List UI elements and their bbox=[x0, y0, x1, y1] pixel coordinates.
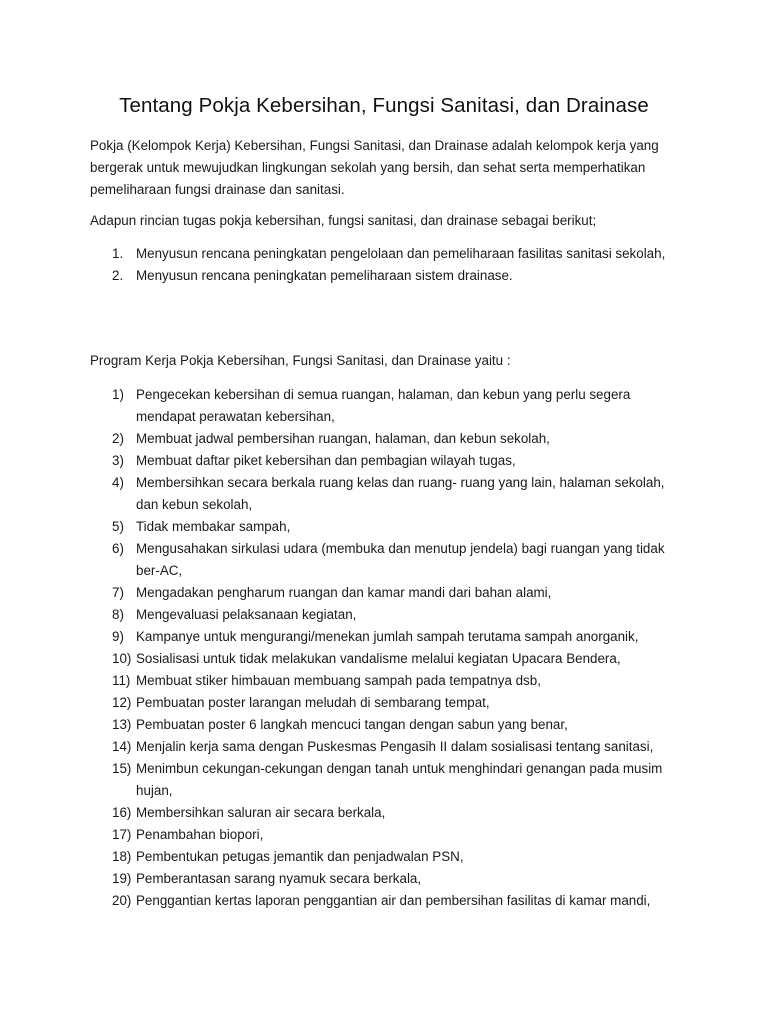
list-item bbox=[90, 868, 690, 890]
list-item-number: 2) bbox=[112, 431, 124, 446]
intro-paragraph: Pokja (Kelompok Kerja) Kebersihan, Fungsi Sanitasi, dan Drainase adalah kelompok kerja yang bergerak untuk mewujudkan lingkungan sekolah yang bersih, dan sehat serta memperhatikan pemeliharaan fungsi drainase dan sanitasi. bbox=[90, 138, 659, 197]
list-item bbox=[90, 265, 690, 287]
list-item-text: Membuat stiker himbauan membuang sampah pada tempatnya dsb, bbox=[136, 673, 541, 688]
list-item bbox=[90, 846, 690, 868]
list-item-text: Pemberantasan sarang nyamuk secara berkala, bbox=[136, 871, 422, 886]
list-item-text: Menyusun rencana peningkatan pemeliharaan sistem drainase. bbox=[136, 268, 513, 283]
programs-list bbox=[90, 384, 690, 912]
list-item-text: Menimbun cekungan-cekungan dengan tanah untuk menghindari genangan pada musim hujan, bbox=[136, 761, 663, 798]
list-item-text: Penambahan biopori, bbox=[136, 827, 264, 842]
list-item-number: 10) bbox=[112, 651, 132, 666]
tasks-lead-paragraph: Adapun rincian tugas pokja kebersihan, fungsi sanitasi, dan drainase sebagai berikut; bbox=[90, 213, 597, 228]
list-item-number: 13) bbox=[112, 717, 132, 732]
list-item bbox=[90, 758, 690, 802]
list-item bbox=[90, 384, 690, 428]
tasks-list bbox=[90, 243, 690, 287]
list-item-number: 2. bbox=[112, 268, 124, 283]
list-item-text: Membuat jadwal pembersihan ruangan, halaman, dan kebun sekolah, bbox=[136, 431, 550, 446]
list-item bbox=[90, 428, 690, 450]
list-item bbox=[90, 626, 690, 648]
programs-lead-paragraph: Program Kerja Pokja Kebersihan, Fungsi Sanitasi, dan Drainase yaitu : bbox=[90, 353, 511, 368]
list-item bbox=[90, 516, 690, 538]
list-item-number: 18) bbox=[112, 849, 132, 864]
list-item-number: 8) bbox=[112, 607, 124, 622]
list-item-number: 6) bbox=[112, 541, 124, 556]
list-item-text: Kampanye untuk mengurangi/menekan jumlah sampah terutama sampah anorganik, bbox=[136, 629, 639, 644]
list-item bbox=[90, 450, 690, 472]
list-item-text: Membersihkan secara berkala ruang kelas dan ruang- ruang yang lain, halaman sekolah, dan kebun sekolah, bbox=[136, 475, 665, 512]
list-item-text: Sosialisasi untuk tidak melakukan vandalisme melalui kegiatan Upacara Bendera, bbox=[136, 651, 621, 666]
list-item-number: 15) bbox=[112, 761, 132, 776]
list-item-text: Tidak membakar sampah, bbox=[136, 519, 291, 534]
list-item-number: 12) bbox=[112, 695, 132, 710]
list-item bbox=[90, 736, 690, 758]
list-item bbox=[90, 582, 690, 604]
list-item-text: Menjalin kerja sama dengan Puskesmas Pengasih II dalam sosialisasi tentang sanitasi, bbox=[136, 739, 654, 754]
list-item-number: 1) bbox=[112, 387, 124, 402]
list-item-text: Membuat daftar piket kebersihan dan pembagian wilayah tugas, bbox=[136, 453, 516, 468]
list-item bbox=[90, 243, 690, 265]
document-title: Tentang Pokja Kebersihan, Fungsi Sanitasi, dan Drainase bbox=[119, 94, 649, 117]
list-item-number: 1. bbox=[112, 246, 124, 261]
list-item-text: Pembentukan petugas jemantik dan penjadwalan PSN, bbox=[136, 849, 464, 864]
list-item-text: Penggantian kertas laporan penggantian air dan pembersihan fasilitas di kamar mandi, bbox=[136, 893, 651, 908]
list-item bbox=[90, 472, 690, 516]
list-item bbox=[90, 604, 690, 626]
list-item bbox=[90, 538, 690, 582]
list-item-number: 11) bbox=[112, 673, 131, 688]
list-item-number: 16) bbox=[112, 805, 132, 820]
list-item-number: 20) bbox=[112, 893, 132, 908]
list-item bbox=[90, 802, 690, 824]
list-item-number: 5) bbox=[112, 519, 124, 534]
list-item-text: Menyusun rencana peningkatan pengelolaan dan pemeliharaan fasilitas sanitasi sekolah, bbox=[136, 246, 666, 261]
list-item bbox=[90, 890, 690, 912]
list-item-number: 14) bbox=[112, 739, 132, 754]
list-item bbox=[90, 824, 690, 846]
list-item bbox=[90, 714, 690, 736]
list-item bbox=[90, 648, 690, 670]
list-item-number: 3) bbox=[112, 453, 124, 468]
list-item-number: 4) bbox=[112, 475, 124, 490]
list-item-text: Pembuatan poster 6 langkah mencuci tangan dengan sabun yang benar, bbox=[136, 717, 568, 732]
list-item-text: Mengusahakan sirkulasi udara (membuka dan menutup jendela) bagi ruangan yang tidak ber-AC, bbox=[136, 541, 665, 578]
list-item-text: Pengecekan kebersihan di semua ruangan, halaman, dan kebun yang perlu segera mendapat perawatan kebersihan, bbox=[136, 387, 631, 424]
list-item-text: Pembuatan poster larangan meludah di sembarang tempat, bbox=[136, 695, 490, 710]
list-item-number: 17) bbox=[112, 827, 132, 842]
list-item-text: Mengadakan pengharum ruangan dan kamar mandi dari bahan alami, bbox=[136, 585, 552, 600]
list-item bbox=[90, 670, 690, 692]
list-item-number: 7) bbox=[112, 585, 124, 600]
list-item-text: Membersihkan saluran air secara berkala, bbox=[136, 805, 386, 820]
list-item-text: Mengevaluasi pelaksanaan kegiatan, bbox=[136, 607, 357, 622]
list-item-number: 19) bbox=[112, 871, 132, 886]
list-item bbox=[90, 692, 690, 714]
list-item-number: 9) bbox=[112, 629, 124, 644]
